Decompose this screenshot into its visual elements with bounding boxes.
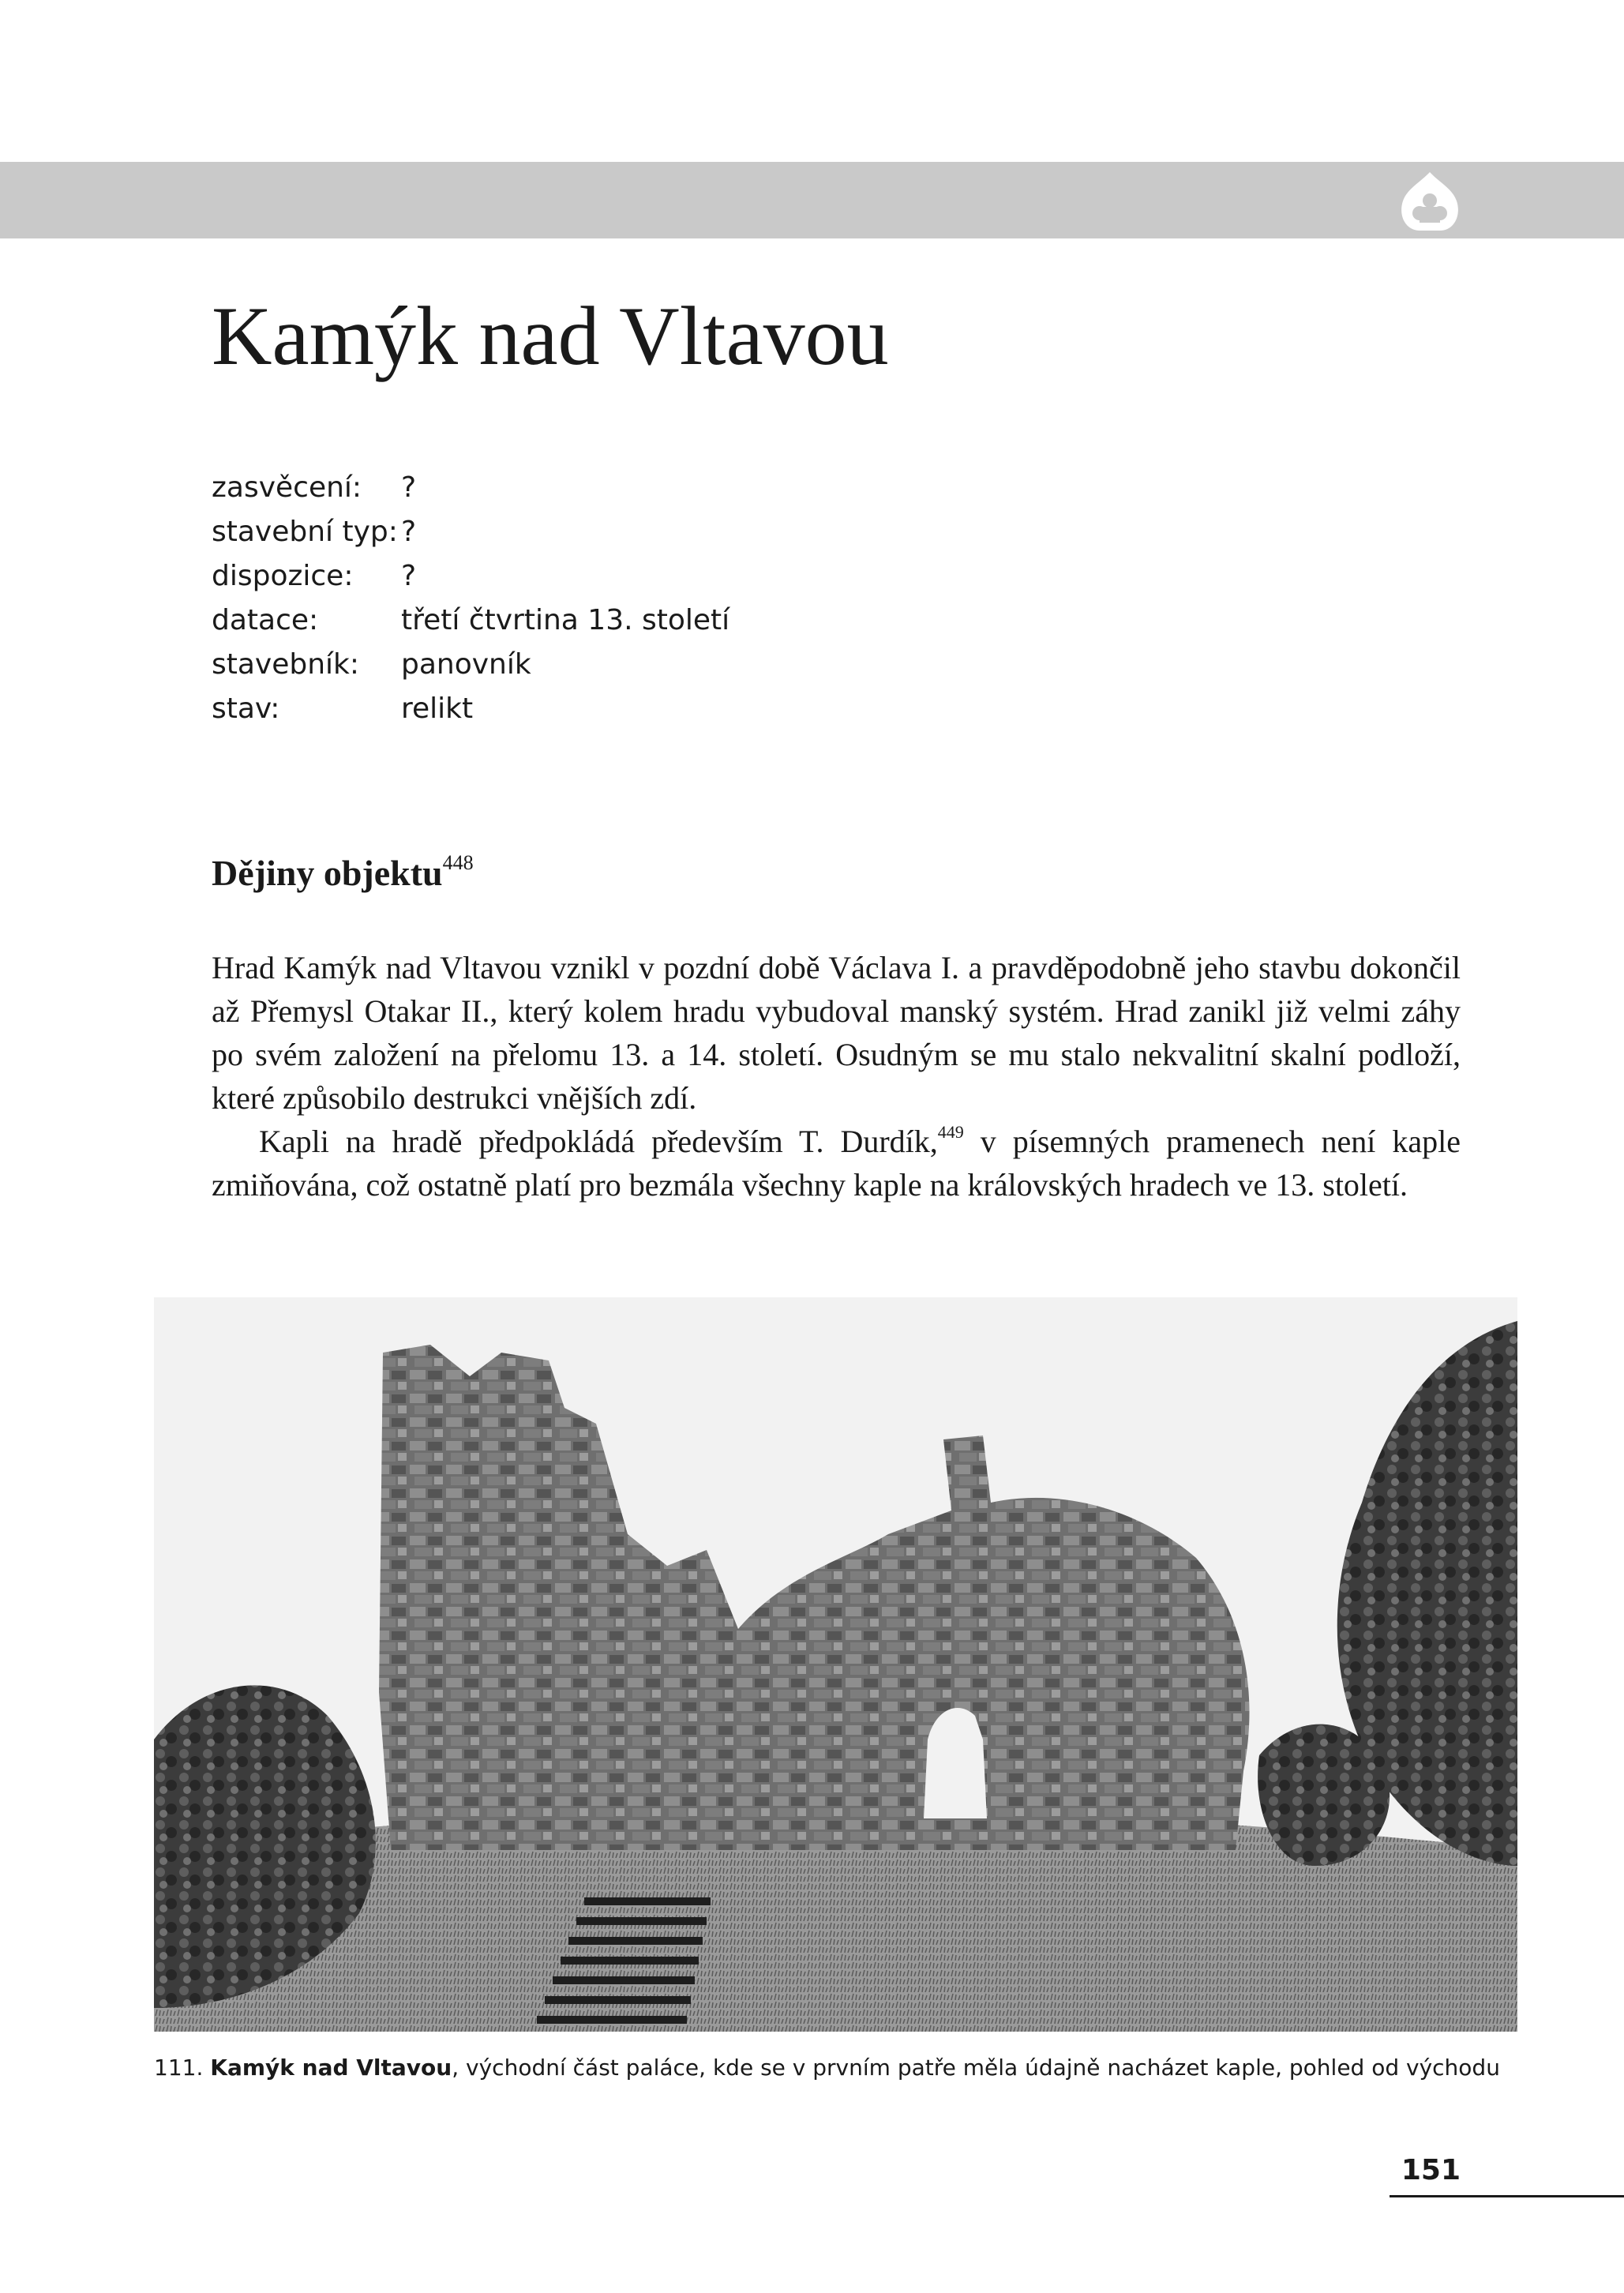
body-text (212, 946, 1461, 1207)
header-band (0, 162, 1624, 238)
fact-row (212, 687, 729, 731)
section-heading-text: Dějiny objektu (212, 853, 443, 893)
page-title: Kamýk nad Vltavou (212, 290, 889, 382)
fact-label: datace: (212, 604, 319, 636)
fact-value: ? (401, 516, 417, 548)
fact-label: zasvěcení: (212, 471, 362, 504)
caption-number: 111. (154, 2055, 204, 2081)
paragraph-2-start: Kapli na hradě předpokládá především T. Durdík, (259, 1124, 938, 1159)
fact-label: dispozice: (212, 560, 354, 592)
fact-row (212, 643, 729, 687)
fact-label: stavebník: (212, 648, 360, 681)
figure-caption (154, 2055, 1517, 2081)
paragraph-2 (212, 1120, 1461, 1207)
fact-value: třetí čtvrtina 13. století (401, 604, 730, 636)
fact-value: ? (401, 560, 417, 592)
fact-row (212, 510, 729, 554)
facts-list (212, 466, 729, 731)
fact-value: relikt (401, 692, 474, 725)
caption-bold: Kamýk nad Vltavou (210, 2055, 452, 2081)
page-number: 151 (1401, 2154, 1461, 2186)
paragraph-1: Hrad Kamýk nad Vltavou vznikl v pozdní době Václava I. a pravděpodobně jeho stavbu dokončil až Přemysl Otakar II., který kolem hradu vybudoval manský systém. Hrad zanikl již velmi záhy po svém založení na přelomu 13. a 14. století. Osudným se mu stalo nekvalitní skalní podloží, které způsobilo destrukci vnějších zdí. (212, 950, 1461, 1116)
fact-label: stav: (212, 692, 280, 725)
footnote-ref-448[interactable]: 448 (442, 851, 474, 874)
fact-row (212, 554, 729, 599)
fact-label: stavební typ: (212, 516, 398, 548)
fact-row (212, 466, 729, 510)
castle-ruin-photo (154, 1297, 1517, 2032)
section-heading (212, 851, 474, 894)
trefoil-arch-icon (1397, 169, 1462, 234)
fact-row (212, 599, 729, 643)
footnote-ref-449[interactable]: 449 (937, 1122, 964, 1142)
caption-text: , východní část paláce, kde se v prvním patře měla údajně nacházet kaple, pohled od východu (452, 2055, 1500, 2081)
fact-value: ? (401, 471, 417, 504)
fact-value: panovník (401, 648, 531, 681)
paragraph-2-end: v písemných pramenech není kaple zmiňována, což ostatně platí pro bezmála všechny kaple na královských hradech ve 13. století. (212, 1124, 1461, 1203)
page-number-rule (1390, 2195, 1624, 2197)
